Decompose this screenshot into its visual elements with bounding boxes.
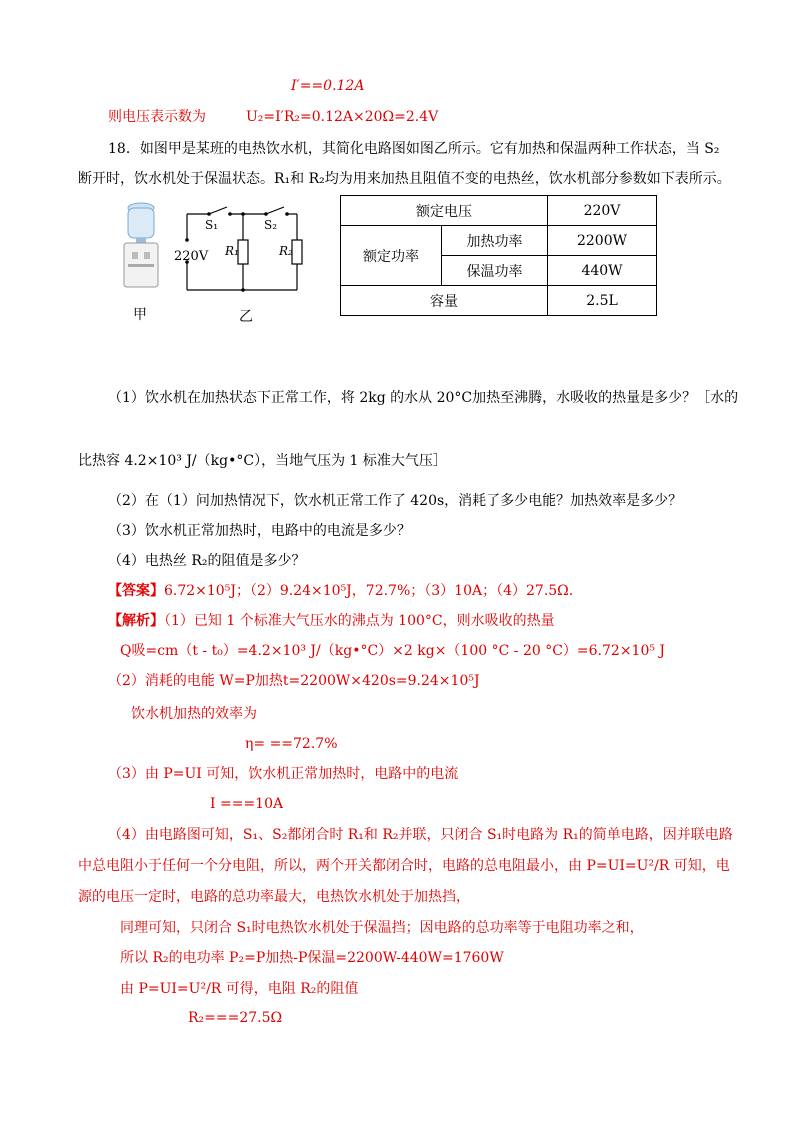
analysis-tag: 【解析】 (108, 613, 164, 629)
switch-s2-label: S₂ (264, 218, 278, 232)
heating-power-value: 2200W (548, 226, 657, 256)
analysis-p4-line3: 源的电压一定时，电路的总功率最大，电热饮水机处于加热挡， (78, 889, 470, 905)
switch-s1-label: S₁ (205, 218, 219, 232)
analysis-p1-eq: Q吸=cm（t - t₀）=4.2×10³ J/（kg•°C）×2 kg×（100 °C - 20 °C）=6.72×10⁵ J (120, 643, 666, 659)
subquestion-3: （3）饮水机正常加热时，电路中的电流是多少？ (108, 523, 411, 539)
heating-power-label: 加热功率 (442, 226, 548, 256)
resistor-r2-label: R₂ (279, 244, 293, 258)
water-dispenser-figure (118, 200, 164, 290)
analysis-p2: （2）消耗的电能 W=P加热t=2200W×420s=9.24×10⁵J (108, 673, 480, 689)
figure-label-jia: 甲 (133, 307, 147, 323)
voltage-intro: 则电压表示数为 (108, 109, 206, 125)
keepwarm-power-label: 保温功率 (442, 256, 548, 286)
analysis-p4-line1: （4）由电路图可知，S₁、S₂都闭合时 R₁和 R₂并联，只闭合 S₁时电路为 R₁的简单电路，因并联电路 (108, 827, 733, 843)
analysis-p4-line4: 同理可知，只闭合 S₁时电热饮水机处于保温挡；因电路的总功率等于电阻功率之和， (120, 920, 644, 936)
subquestion-1-line1: （1）饮水机在加热状态下正常工作，将 2kg 的水从 20°C加热至沸腾，水吸收的热量是多少？［水的 (108, 390, 739, 406)
analysis-p3: （3）由 P=UI 可知，饮水机正常加热时，电路中的电流 (108, 766, 459, 782)
rated-voltage-value: 220V (548, 196, 657, 226)
capacity-label: 容量 (341, 286, 548, 316)
analysis-p4-line5: 所以 R₂的电功率 P₂=P加热-P保温=2200W-440W=1760W (120, 950, 504, 966)
keepwarm-power-value: 440W (548, 256, 657, 286)
analysis-p4-line2: 中总电阻小于任何一个分电阻，所以，两个开关都闭合时，电路的总电阻最小，由 P=UI=U²/R 可知，电 (78, 858, 730, 874)
analysis-p4-eq: R₂===27.5Ω (188, 1010, 283, 1026)
parameter-table (340, 195, 657, 316)
answer-tag: 【答案】 (108, 583, 164, 599)
figure-label-yi: 乙 (239, 309, 253, 325)
analysis-p2-b: 饮水机加热的效率为 (131, 706, 257, 722)
analysis-p4-line6: 由 P=UI=U²/R 可得，电阻 R₂的阻值 (120, 981, 359, 997)
resistor-r1-label: R₁ (225, 244, 239, 258)
question-stem-line1: 18．如图甲是某班的电热饮水机，其简化电路图如图乙所示。它有加热和保温两种工作状态，当 S₂ (108, 141, 720, 157)
source-voltage-label: 220V (174, 249, 209, 264)
voltage-eq: U₂=I′R₂=0.12A×20Ω=2.4V (246, 109, 439, 125)
rated-voltage-label: 额定电压 (341, 196, 548, 226)
analysis-p3-eq: I ===10A (210, 796, 284, 812)
capacity-value: 2.5L (548, 286, 657, 316)
analysis-p1: 【解析】（1）已知 1 个标准大气压水的沸点为 100°C，则水吸收的热量 (108, 613, 555, 629)
current-prime-eq: I′==0.12A (291, 78, 365, 94)
question-number: 18 (108, 141, 126, 157)
rated-power-label: 额定功率 (341, 226, 442, 286)
subquestion-4: （4）电热丝 R₂的阻值是多少？ (108, 553, 306, 569)
answer-line: 【答案】6.72×10⁵J；（2）9.24×10⁵J，72.7%；（3）10A；（4）27.5Ω. (108, 583, 574, 599)
analysis-p2-eq: η= ==72.7% (245, 736, 338, 752)
subquestion-2: （2）在（1）问加热情况下，饮水机正常工作了 420s，消耗了多少电能？加热效率是多少？ (108, 493, 683, 509)
subquestion-1-line2: 比热容 4.2×10³ J/（kg•°C），当地气压为 1 标准大气压］ (78, 453, 447, 469)
question-stem-line2: 断开时，饮水机处于保温状态。R₁和 R₂均为用来加热且阻值不变的电热丝，饮水机部分参数如下表所示。 (78, 171, 731, 187)
